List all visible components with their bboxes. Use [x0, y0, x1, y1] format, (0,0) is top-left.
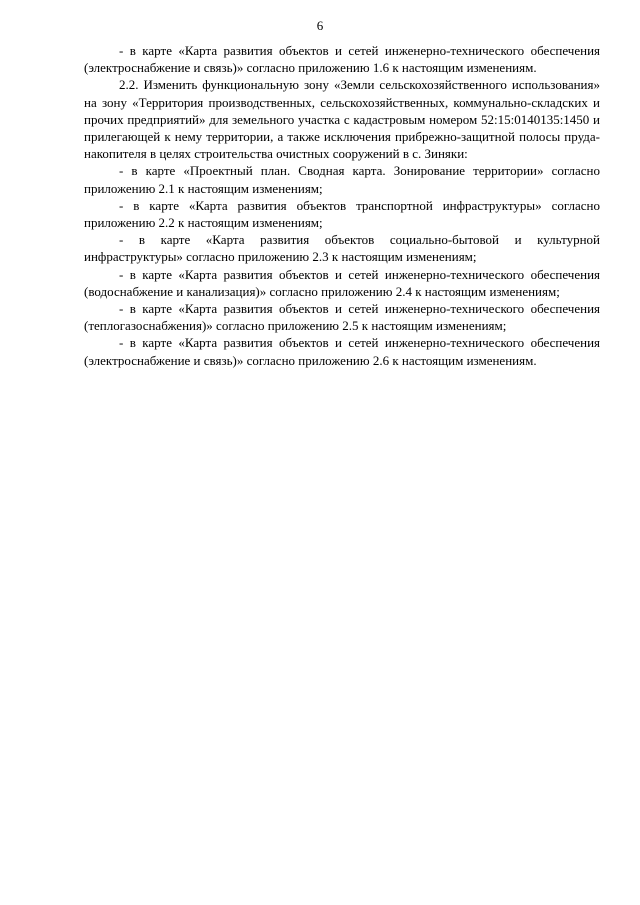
paragraph-map-heat-gas-2-5: - в карте «Карта развития объектов и сетей инженерно-технического обеспечения (теплогазоснабжения)» согласно приложению 2.5 к настоящим изменениям; [84, 301, 600, 334]
paragraph-section-2-2: 2.2. Изменить функциональную зону «Земли сельскохозяйственного использования» на зону «Территория производственных, сельскохозяйственных, коммунально-складских и прочих предприятий» для земельного участка с кадастровым номером 52:15:0140135:1450 и прилегающей к нему территории, а также исключения прибрежно-защитной полосы пруда-накопителя в целях строительства очистных сооружений в с. Зиняки: [84, 77, 600, 162]
paragraph-map-electric-2-6: - в карте «Карта развития объектов и сетей инженерно-технического обеспечения (электроснабжение и связь)» согласно приложению 2.6 к настоящим изменениям. [84, 335, 600, 368]
paragraph-map-social-2-3: - в карте «Карта развития объектов социально-бытовой и культурной инфраструктуры» согласно приложению 2.3 к настоящим изменениям; [84, 232, 600, 265]
paragraph-map-water-2-4: - в карте «Карта развития объектов и сетей инженерно-технического обеспечения (водоснабжение и канализация)» согласно приложению 2.4 к настоящим изменениям; [84, 266, 600, 299]
document-body [84, 42, 600, 369]
paragraph-map-electric-1-6: - в карте «Карта развития объектов и сетей инженерно-технического обеспечения (электроснабжение и связь)» согласно приложению 1.6 к настоящим изменениям. [84, 43, 600, 76]
paragraph-map-transport-2-2: - в карте «Карта развития объектов транспортной инфраструктуры» согласно приложению 2.2 к настоящим изменениям; [84, 197, 600, 231]
paragraph-map-zoning-2-1: - в карте «Проектный план. Сводная карта. Зонирование территории» согласно приложению 2.1 к настоящим изменениям; [84, 163, 600, 196]
page-number: 6 [316, 18, 324, 33]
